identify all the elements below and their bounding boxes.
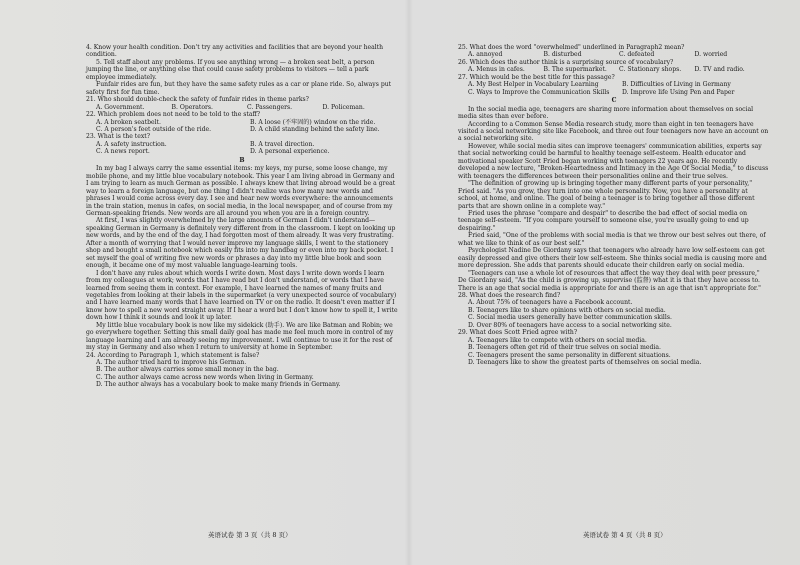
- question-22: 22. Which problem does not need to be told to the staff?: [86, 111, 261, 119]
- passage-b-para-1: In my bag I always carry the same essential items: my keys, my purse, some loose change, my mobile phone, and my little blue vocabulary notebook. This year I am living abroad in Germany and I am trying to learn as much German as possible. I always knew that living abroad would be a great way to learn a foreign language, but one thing I didn't realize was how many new words and phrases I would come across every day. I see and hear new words everywhere: the announcements in the train station, menus in cafes, on social media, in the local newspaper, and of course from my German-speaking friends. New words are all around you when you are in a foreign country.: [86, 165, 396, 217]
- option: D. worried: [694, 51, 728, 59]
- passage-c-para-5: Fried uses the phrase "compare and despair" to describe the bad effect of social media on teenage self-esteem. "If you compare yourself to someone else, you're usually going to end up despairing.": [458, 209, 749, 232]
- option: A. A broken seatbelt.: [96, 118, 161, 126]
- option: B. A travel direction.: [250, 140, 315, 148]
- option: A. Menus in cafes.: [468, 66, 525, 74]
- option: D. A personal experience.: [250, 148, 330, 156]
- option: D. Policeman.: [322, 103, 365, 111]
- passage-c-para-4: "The definition of growing up is bringing together many different parts of your personality," Fried said. "As you grow, they turn into one whole personality. Now, you have a personality at school, at home, and online. The goal of being a teenager is to bring together all those different parts that are shown online in a complete way.": [458, 180, 755, 210]
- option: B. The supermarket.: [543, 66, 607, 74]
- rule-5: 5. Tell staff about any problems. If you see anything wrong — a broken seat belt, a person jumping the line, or anything else that could cause safety problems to visitors — tell a park employee immediately.: [86, 58, 375, 81]
- option: B. Teenagers often get rid of their true selves on social media.: [468, 344, 661, 352]
- option: A. The author tried hard to improve his German.: [96, 359, 247, 367]
- passage-c-para-1: In the social media age, teenagers are sharing more information about themselves on social media sites than ever before.: [458, 105, 754, 121]
- option: C. A person's feet outside of the ride.: [96, 125, 212, 133]
- closing-note: Funfair rides are fun, but they have the same safety rules as a car or plane ride. So, always put safety first for fun time.: [86, 81, 392, 96]
- question-23-options: [86, 141, 398, 156]
- option: D. The author always has a vocabulary book to make many friends in Germany.: [96, 381, 341, 389]
- question-28-options: [458, 299, 770, 329]
- passage-c-para-2: According to a Common Sense Media research study, more than eight in ten teenagers have visited a social networking site like Facebook, and three out four teenagers now have an account on a social networking site.: [458, 120, 769, 143]
- passage-c-para-6: Fried said, "One of the problems with social media is that we throw our best selves out there, of what we like to think of as our best self.": [458, 232, 766, 247]
- option: C. Stationary shops.: [619, 66, 682, 74]
- question-24-options: [86, 359, 398, 389]
- option: C. The author always came across new words when living in Germany.: [96, 373, 314, 381]
- question-24: 24. According to Paragraph 1, which statement is false?: [86, 351, 260, 359]
- question-27: 27. Which would be the best title for this passage?: [458, 73, 615, 81]
- option: D. A child standing behind the safety line.: [250, 125, 380, 133]
- option: A. Government.: [96, 103, 145, 111]
- rule-4: 4. Know your health condition. Don't try any activities and facilities that are beyond your health condition.: [86, 44, 384, 59]
- passage-b-para-4: My little blue vocabulary book is now like my sidekick (助手). We are like Batman and Robin; we go everywhere together. Setting this small daily goal has made me feel much more in control of my language learning and I am already seeing my improvement. I will continue to use it for the rest of my stay in Germany and also when I return to university at home in September.: [86, 321, 394, 352]
- option: D. Improve life Using Pen and Paper: [622, 88, 735, 96]
- page-footer-left: 英语试卷 第 3 页（共 8 页）: [208, 531, 292, 539]
- question-21-options: [86, 104, 398, 111]
- question-23: 23. What is the text?: [86, 133, 150, 141]
- right-column: [458, 44, 770, 366]
- question-25-options: [458, 51, 770, 58]
- question-22-options: [86, 119, 398, 134]
- option: B. Teenagers like to share opinions with others on social media.: [468, 306, 666, 314]
- question-21: 21. Who should double-check the safety of funfair rides in theme parks?: [86, 96, 309, 104]
- option: C. Ways to Improve the Communication Skills: [468, 88, 610, 96]
- page-fold: [405, 0, 413, 565]
- passage-b-para-3: I don't have any rules about which words I write down. Most days I write down words I learn from my colleagues at work; words that I have read but I don't understand, or words that I have learned from seeing them in context. For example, I have learned the names of many fruits and vegetables from looking at their labels in the supermarket (a very unexpected source of vocabulary) and I have learned many words that I have learned on TV or on the radio. It doesn't even matter if I know how to spell a new word straight away. If I hear a word but I don't know how to spell it, I write down how I think it sounds and look it up later.: [86, 269, 398, 322]
- left-column: [86, 44, 398, 389]
- option: C. Social media users generally have better communication skills.: [468, 314, 672, 322]
- passage-c-para-3: However, while social media sites can improve teenagers' communication abilities, experts say that social networking could be harmful to healthy teenage self-esteem. Health educator and motivational speaker Scott Fried began working with teenagers 22 years ago. He recently developed a new lecture, "Broken-Heartedness and Intimacy in the Age Of Social Media," to discuss with teenagers the differences between their personalities online and their true selves.: [458, 142, 769, 180]
- question-25: 25. What does the word "overwhelmed" underlined in Paragraph2 mean?: [458, 44, 685, 51]
- section-c-heading: C: [611, 97, 617, 105]
- question-26-options: [458, 66, 770, 73]
- question-29-options: [458, 337, 770, 367]
- option: B. A loose (不牢固的) window on the ride.: [250, 118, 376, 126]
- section-b-heading: B: [239, 156, 245, 164]
- option: C. Teenagers present the same personality in different situations.: [468, 351, 671, 359]
- option: A. About 75% of teenagers have a Facebook account.: [468, 299, 633, 307]
- option: B. Operators.: [171, 103, 213, 111]
- question-29: 29. What does Scott Fried agree with?: [458, 329, 578, 337]
- option: D. Teenagers like to show the greatest parts of themselves on social media.: [468, 359, 702, 367]
- option: A. annoyed: [468, 51, 503, 59]
- passage-c-para-8: "Teenagers can use a whole lot of resources that affect the way they deal with peer pressure," De Giordany said, "As the child is growing up, supervise (监督) what it is that they have access to. There is an age that social media is appropriate for and there is an age that isn't appropriate for.": [458, 269, 761, 292]
- option: D. TV and radio.: [694, 66, 745, 74]
- option: B. Difficulties of Living in Germany: [622, 81, 731, 89]
- option: C. Passengers.: [247, 103, 293, 111]
- option: C. defeated: [619, 51, 655, 59]
- option: C. A news report.: [96, 148, 150, 156]
- option: D. Over 80% of teenagers have access to a social networking site.: [468, 321, 672, 329]
- page-footer-right: 英语试卷 第 4 页（共 8 页）: [583, 531, 667, 539]
- option: A. A safety instruction.: [96, 140, 167, 148]
- question-26: 26. Which does the author think is a surprising source of vocabulary?: [458, 58, 674, 66]
- option: B. disturbed: [543, 51, 582, 59]
- option: A. My Best Helper in Vocabulary Learning: [468, 81, 599, 89]
- option: A. Teenagers like to compete with others on social media.: [468, 336, 647, 344]
- question-27-options: [458, 81, 770, 96]
- option: B. The author always carries some small money in the bag.: [96, 366, 279, 374]
- passage-b-para-2: At first, I was slightly overwhelmed by the large amounts of German I didn't understand—speaking German in Germany is definitely very different from in the classroom. I kept on looking up new words, and by the end of the day, I had forgotten most of them already. It was very frustrating. After a month of worrying that I would never improve my language skills, I went to the stationery shop and bought a small notebook which easily fits into my handbag or even into my back pocket. I set myself the goal of writing five new words or phrases a day into my little blue book and soon enough, it became one of my most valuable language-learning tools.: [86, 217, 396, 270]
- passage-c-para-7: Psychologist Nadine De Giordany says that teenagers who already have low self-esteem can get easily depressed and give others their low self-esteem. She thinks social media is causing more and more depression. She adds that parents should educate their children early on social media.: [458, 247, 767, 270]
- question-28: 28. What does the research find?: [458, 291, 561, 299]
